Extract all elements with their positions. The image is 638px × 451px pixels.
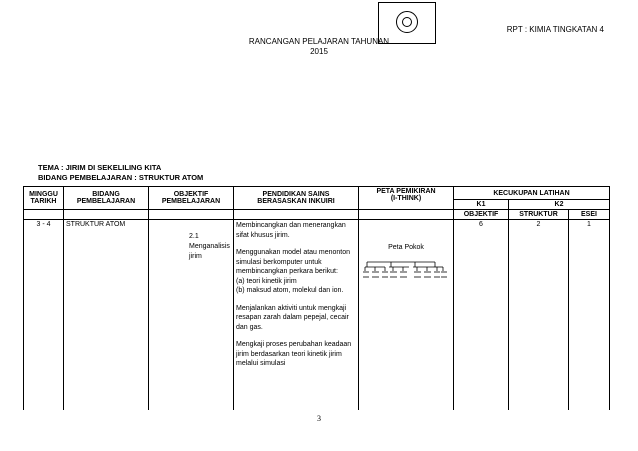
cell-objektif: 2.1 Menganalisis jirim: [149, 220, 234, 410]
header-kecukupan: KECUKUPAN LATIHAN: [454, 187, 610, 200]
cell-bidang: STRUKTUR ATOM: [64, 220, 149, 410]
header-pendidikan: PENDIDIKAN SAINS BERASASKAN INKUIRI: [234, 187, 359, 210]
header-objektif-sub: OBJEKTIF: [454, 210, 509, 220]
cell-k2-struktur: 2: [509, 220, 569, 410]
header-k2: K2: [509, 200, 610, 210]
header-minggu: MINGGU TARIKH: [24, 187, 64, 210]
pendidikan-para-1: Membincangkan dan menerangkan sifat khusus jirim.: [236, 222, 346, 239]
cell-minggu: 3 - 4: [24, 220, 64, 410]
pendidikan-para-3: Menjalankan aktiviti untuk mengkaji resapan zarah dalam pepejal, cecair dan gas.: [236, 304, 349, 331]
header-struktur-sub: STRUKTUR: [509, 210, 569, 220]
pendidikan-para-2: Menggunakan model atau menonton simulasi berkomputer untuk membincangkan perkara berikut:: [236, 249, 351, 275]
cell-pendidikan: [234, 220, 359, 410]
pendidikan-list-b: (b) maksud atom, molekul dan ion.: [236, 287, 344, 294]
peta-label: Peta Pokok: [388, 244, 424, 251]
header-objektif: OBJEKTIF PEMBELAJARAN: [149, 187, 234, 210]
cell-k1-objektif: 6: [454, 220, 509, 410]
page-title: RANCANGAN PELAJARAN TAHUNAN: [248, 37, 390, 46]
page-number: 3: [317, 414, 321, 423]
tree-map-icon: [361, 257, 451, 285]
header-esei-sub: ESEI: [569, 210, 610, 220]
tema-label: TEMA : JIRIM DI SEKELILING KITA: [38, 163, 162, 172]
bidang-label: BIDANG PEMBELAJARAN : STRUKTUR ATOM: [38, 173, 204, 182]
header-bidang: BIDANG PEMBELAJARAN: [64, 187, 149, 210]
rpt-table: [23, 186, 610, 410]
header-k1: K1: [454, 200, 509, 210]
cell-k2-esei: 1: [569, 220, 610, 410]
cell-peta: [359, 220, 454, 410]
header-peta: PETA PEMIKIRAN (I-THINK): [359, 187, 454, 210]
pendidikan-para-4: Mengkaji proses perubahan keadaan jirim berdasarkan teori kinetik jirim melalui simulasi: [236, 341, 352, 367]
pendidikan-list-a: (a) teori kinetik jirim: [236, 277, 297, 285]
rpt-subject-label: RPT : KIMIA TINGKATAN 4: [506, 25, 604, 34]
page-year: 2015: [310, 47, 328, 56]
